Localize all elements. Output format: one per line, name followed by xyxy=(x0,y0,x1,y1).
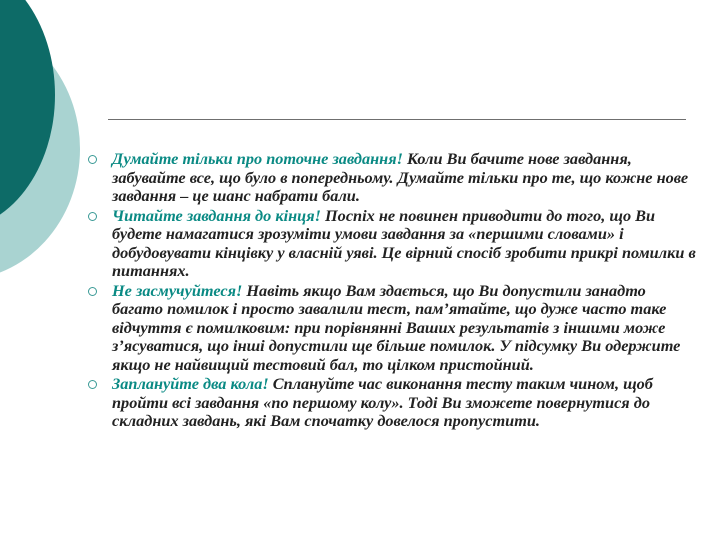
circle-bullet-icon xyxy=(88,155,97,164)
tip-item xyxy=(88,207,700,281)
circle-bullet-icon xyxy=(88,287,97,296)
tip-text: Коли Ви бачите нове завдання, забувайте все, що було в попередньому. Думайте тільки про те, що кожне нове завдання – це шанс набрати бали. xyxy=(112,149,689,205)
tip-highlight: Заплануйте два кола! xyxy=(112,374,269,393)
tip-highlight: Думайте тільки про поточне завдання! xyxy=(112,149,403,168)
tip-text: Навіть якщо Вам здається, що Ви допустили занадто багато помилок і просто завалили тест, пам’ятайте, що дуже часто таке відчуття є помилковим: при порівнянні Ваших результатів з іншими може з’ясуватися, що інші допустили ще більше помилок. У підсумку Ви одержите якщо не найвищий тестовий бал, то цілком пристойний. xyxy=(112,280,681,374)
tip-item xyxy=(88,282,700,375)
title-divider xyxy=(108,119,686,120)
circle-bullet-icon xyxy=(88,212,97,221)
tip-highlight: Читайте завдання до кінця! xyxy=(112,205,321,225)
tips-list xyxy=(88,150,700,432)
tip-text: Поспіх не повинен приводити до того, що Ви будете намагатися зрозуміти умови завдання за «першими словами» і добудовувати кінцівку у власній уяві. Це вірний спосіб зробити прикрі помилки в питаннях. xyxy=(112,205,696,280)
tip-highlight: Не засмучуйтеся! xyxy=(112,280,243,300)
tip-text: Сплануйте час виконання тесту таким чином, щоб пройти всі завдання «по першому колу». Тоді Ви зможете повернутися до складних завдань, які Вам спочатку довелося пропустити. xyxy=(112,374,653,430)
tip-item xyxy=(88,150,700,206)
tip-item xyxy=(88,375,700,431)
circle-bullet-icon xyxy=(88,380,97,389)
